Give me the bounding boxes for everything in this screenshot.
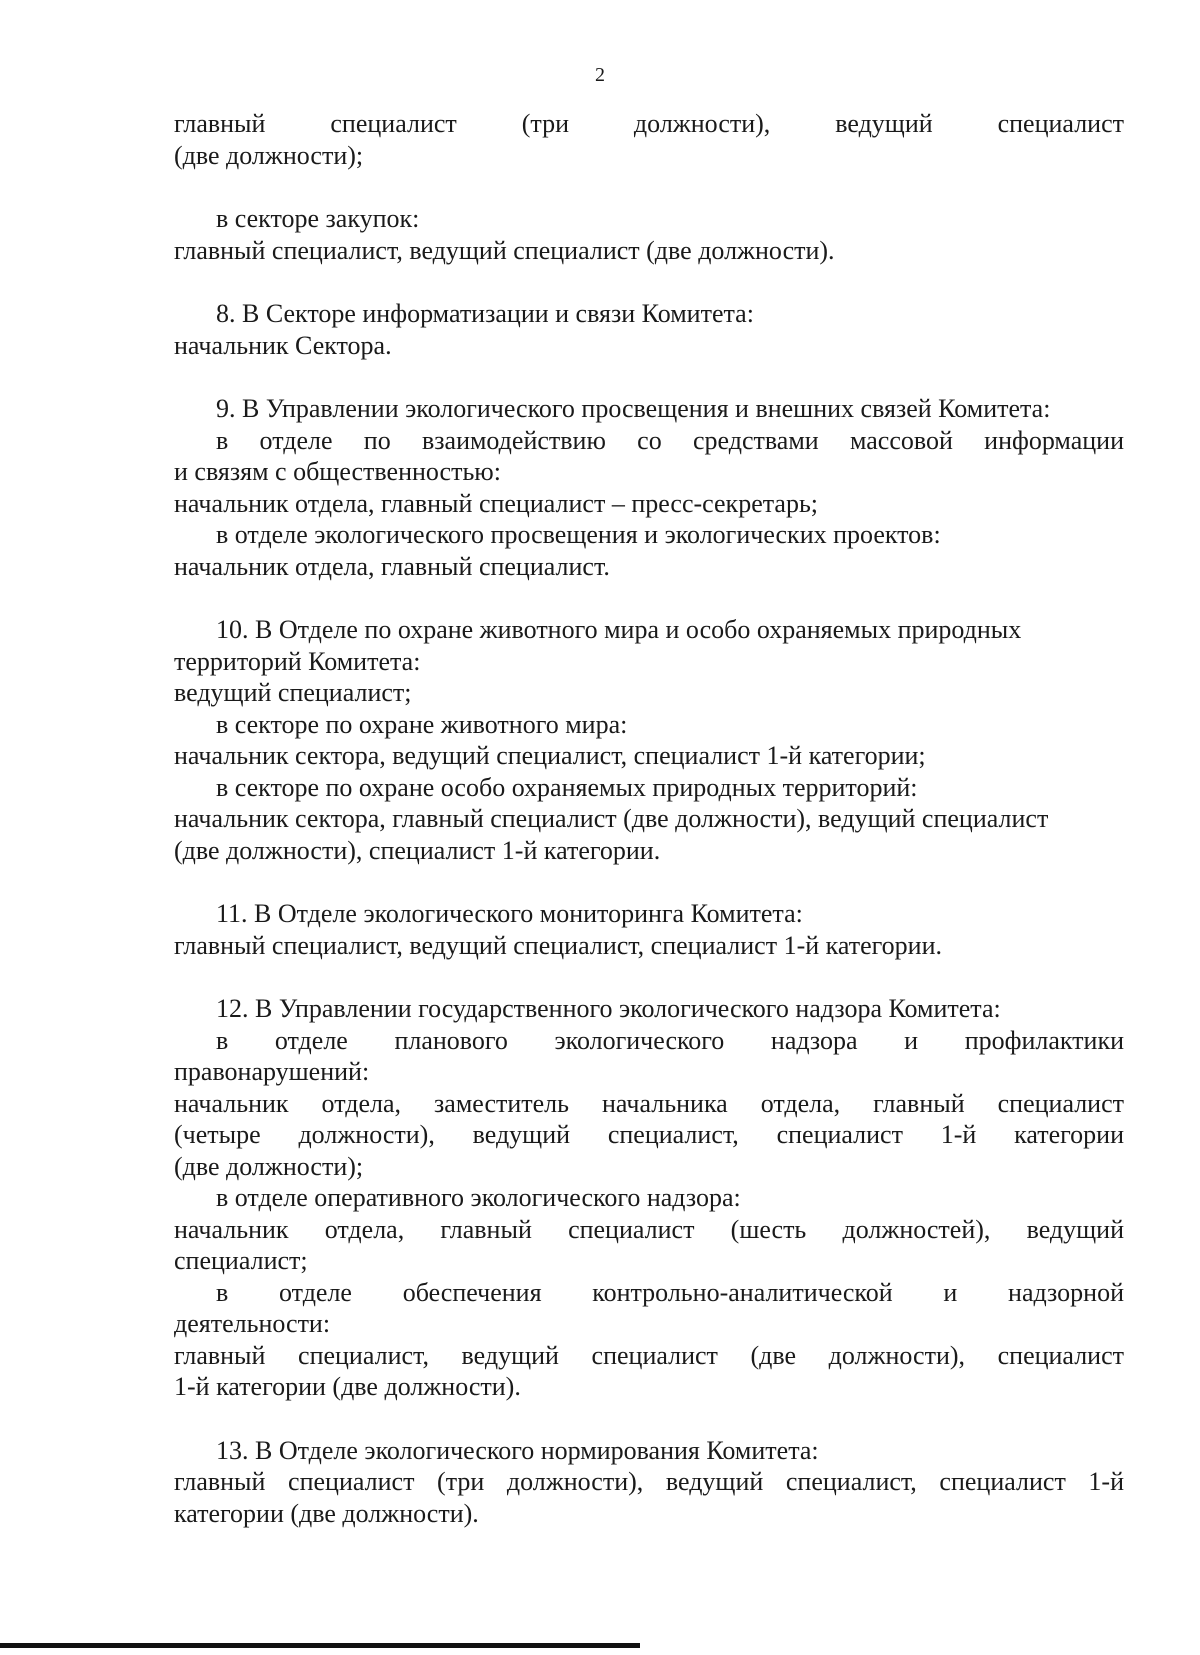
- text-line: (две должности);: [174, 1151, 364, 1181]
- text-line: начальник отдела, заместитель начальника отдела, главный специалист: [174, 1088, 1124, 1118]
- text-line: 12. В Управлении государственного экологического надзора Комитета:: [216, 994, 1001, 1023]
- text-line: в отделе оперативного экологического надзора:: [216, 1183, 741, 1212]
- text-line: главный специалист (три должности), ведущий специалист, специалист 1-й: [174, 1467, 1124, 1496]
- text-line: в отделе обеспечения контрольно-аналитической и надзорной: [216, 1277, 1124, 1307]
- text-line: и связям с общественностью:: [174, 457, 501, 486]
- text-line: главный специалист (три должности), ведущий специалист: [174, 109, 1124, 138]
- text-line: территорий Комитета:: [174, 646, 421, 676]
- text-line: 9. В Управлении экологического просвещения и внешних связей Комитета:: [216, 394, 1051, 423]
- paragraph-block: [174, 993, 1124, 1403]
- text-line: начальник отдела, главный специалист – пресс-секретарь;: [174, 488, 819, 518]
- text-line: 10. В Отделе по охране животного мира и особо охраняемых природных: [216, 615, 1022, 644]
- paragraph-block: [174, 898, 1124, 961]
- text-line: деятельности:: [174, 1309, 331, 1338]
- text-line: правонарушений:: [174, 1057, 370, 1086]
- paragraph-block: [174, 614, 1124, 866]
- text-line: 11. В Отделе экологического мониторинга Комитета:: [216, 899, 803, 928]
- text-line: в секторе по охране особо охраняемых природных территорий:: [216, 772, 918, 802]
- text-line: ведущий специалист;: [174, 678, 412, 707]
- text-line: 13. В Отделе экологического нормирования Комитета:: [216, 1435, 819, 1465]
- paragraph-block: [174, 1435, 1124, 1530]
- page-number: 2: [595, 64, 605, 86]
- text-line: начальник Сектора.: [174, 330, 392, 360]
- paragraph-block: [174, 298, 1124, 361]
- text-line: (две должности), специалист 1-й категории.: [174, 835, 661, 865]
- text-line: (две должности);: [174, 140, 364, 170]
- text-line: начальник отдела, главный специалист (шесть должностей), ведущий: [174, 1214, 1124, 1244]
- text-line: 8. В Секторе информатизации и связи Комитета:: [216, 299, 754, 328]
- bottom-rule: [0, 1643, 640, 1648]
- text-line: (четыре должности), ведущий специалист, специалист 1-й категории: [174, 1120, 1124, 1149]
- text-line: специалист;: [174, 1246, 308, 1275]
- text-line: главный специалист, ведущий специалист (две должности).: [174, 235, 835, 265]
- paragraph-block: [174, 393, 1124, 582]
- text-line: в отделе по взаимодействию со средствами массовой информации: [216, 425, 1124, 455]
- document-body: [174, 108, 1124, 1561]
- text-line: начальник отдела, главный специалист.: [174, 551, 610, 581]
- text-line: в отделе планового экологического надзора и профилактики: [216, 1025, 1124, 1055]
- text-line: в отделе экологического просвещения и экологических проектов:: [216, 520, 941, 549]
- text-line: в секторе по охране животного мира:: [216, 709, 628, 739]
- text-line: начальник сектора, ведущий специалист, специалист 1-й категории;: [174, 741, 926, 770]
- paragraph-block: [174, 203, 1124, 266]
- text-line: категории (две должности).: [174, 1498, 479, 1528]
- text-line: в секторе закупок:: [216, 204, 420, 233]
- text-line: главный специалист, ведущий специалист, специалист 1-й категории.: [174, 930, 942, 960]
- text-line: 1-й категории (две должности).: [174, 1372, 521, 1401]
- text-line: начальник сектора, главный специалист (две должности), ведущий специалист: [174, 804, 1049, 833]
- text-line: главный специалист, ведущий специалист (две должности), специалист: [174, 1340, 1124, 1370]
- paragraph-block: [174, 108, 1124, 171]
